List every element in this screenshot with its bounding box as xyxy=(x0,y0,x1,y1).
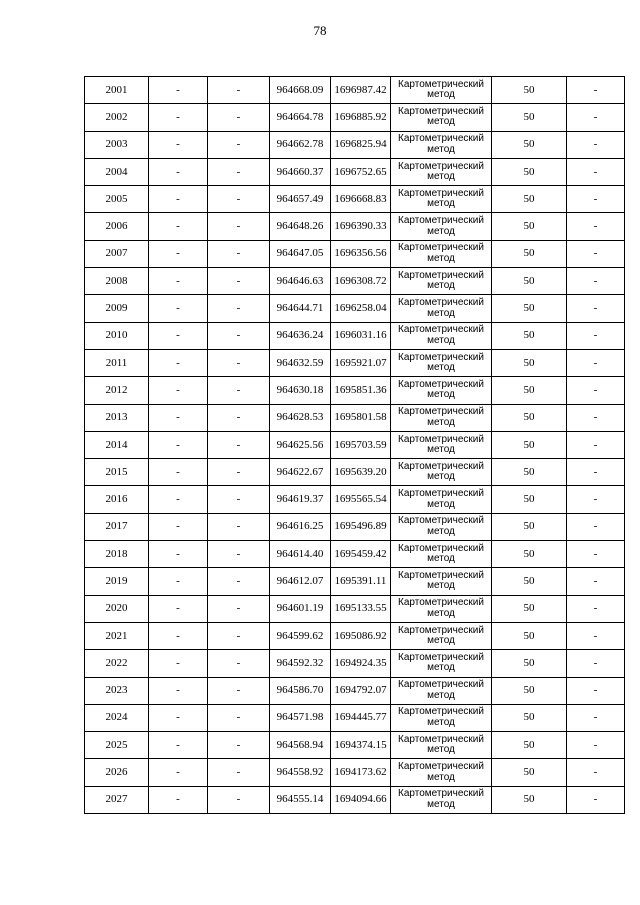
table-row xyxy=(85,77,625,104)
x-coordinate-cell: 964586.70 xyxy=(270,677,331,704)
accuracy-cell: 50 xyxy=(492,568,567,595)
accuracy-cell: 50 xyxy=(492,541,567,568)
empty-x-cell: - xyxy=(149,486,208,513)
y-coordinate-cell: 1694792.07 xyxy=(331,677,391,704)
y-coordinate-cell: 1695703.59 xyxy=(331,431,391,458)
empty-y-cell: - xyxy=(208,77,270,104)
accuracy-cell: 50 xyxy=(492,240,567,267)
empty-y-cell: - xyxy=(208,240,270,267)
empty-y-cell: - xyxy=(208,104,270,131)
y-coordinate-cell: 1695639.20 xyxy=(331,459,391,486)
empty-y-cell: - xyxy=(208,431,270,458)
accuracy-cell: 50 xyxy=(492,322,567,349)
point-number-cell: 2024 xyxy=(85,704,149,731)
empty-x-cell: - xyxy=(149,404,208,431)
x-coordinate-cell: 964660.37 xyxy=(270,158,331,185)
accuracy-cell: 50 xyxy=(492,295,567,322)
x-coordinate-cell: 964612.07 xyxy=(270,568,331,595)
y-coordinate-cell: 1696308.72 xyxy=(331,268,391,295)
method-cell: Картометрический метод xyxy=(391,377,492,404)
empty-y-cell: - xyxy=(208,322,270,349)
empty-x-cell: - xyxy=(149,786,208,813)
empty-x-cell: - xyxy=(149,104,208,131)
method-cell: Картометрический метод xyxy=(391,240,492,267)
method-cell: Картометрический метод xyxy=(391,186,492,213)
empty-x-cell: - xyxy=(149,349,208,376)
method-cell: Картометрический метод xyxy=(391,704,492,731)
empty-x-cell: - xyxy=(149,158,208,185)
empty-y-cell: - xyxy=(208,704,270,731)
accuracy-cell: 50 xyxy=(492,677,567,704)
x-coordinate-cell: 964630.18 xyxy=(270,377,331,404)
table-row xyxy=(85,541,625,568)
y-coordinate-cell: 1695086.92 xyxy=(331,622,391,649)
note-cell: - xyxy=(567,459,625,486)
point-number-cell: 2004 xyxy=(85,158,149,185)
note-cell: - xyxy=(567,732,625,759)
y-coordinate-cell: 1696987.42 xyxy=(331,77,391,104)
point-number-cell: 2023 xyxy=(85,677,149,704)
point-number-cell: 2022 xyxy=(85,650,149,677)
accuracy-cell: 50 xyxy=(492,622,567,649)
empty-x-cell: - xyxy=(149,295,208,322)
empty-x-cell: - xyxy=(149,541,208,568)
note-cell: - xyxy=(567,786,625,813)
note-cell: - xyxy=(567,322,625,349)
note-cell: - xyxy=(567,650,625,677)
y-coordinate-cell: 1696356.56 xyxy=(331,240,391,267)
x-coordinate-cell: 964644.71 xyxy=(270,295,331,322)
y-coordinate-cell: 1696752.65 xyxy=(331,158,391,185)
note-cell: - xyxy=(567,377,625,404)
accuracy-cell: 50 xyxy=(492,186,567,213)
method-cell: Картометрический метод xyxy=(391,158,492,185)
page-number: 78 xyxy=(313,23,327,38)
table-row xyxy=(85,213,625,240)
empty-y-cell: - xyxy=(208,650,270,677)
point-number-cell: 2007 xyxy=(85,240,149,267)
x-coordinate-cell: 964619.37 xyxy=(270,486,331,513)
note-cell: - xyxy=(567,240,625,267)
method-cell: Картометрический метод xyxy=(391,650,492,677)
empty-y-cell: - xyxy=(208,541,270,568)
y-coordinate-cell: 1694445.77 xyxy=(331,704,391,731)
accuracy-cell: 50 xyxy=(492,732,567,759)
empty-y-cell: - xyxy=(208,349,270,376)
empty-y-cell: - xyxy=(208,404,270,431)
method-cell: Картометрический метод xyxy=(391,759,492,786)
point-number-cell: 2003 xyxy=(85,131,149,158)
x-coordinate-cell: 964662.78 xyxy=(270,131,331,158)
accuracy-cell: 50 xyxy=(492,77,567,104)
y-coordinate-cell: 1696390.33 xyxy=(331,213,391,240)
point-number-cell: 2020 xyxy=(85,595,149,622)
note-cell: - xyxy=(567,541,625,568)
empty-x-cell: - xyxy=(149,595,208,622)
y-coordinate-cell: 1695801.58 xyxy=(331,404,391,431)
x-coordinate-cell: 964614.40 xyxy=(270,541,331,568)
empty-x-cell: - xyxy=(149,677,208,704)
method-cell: Картометрический метод xyxy=(391,568,492,595)
table-row xyxy=(85,295,625,322)
empty-x-cell: - xyxy=(149,622,208,649)
empty-y-cell: - xyxy=(208,786,270,813)
point-number-cell: 2021 xyxy=(85,622,149,649)
method-cell: Картометрический метод xyxy=(391,486,492,513)
point-number-cell: 2016 xyxy=(85,486,149,513)
y-coordinate-cell: 1695565.54 xyxy=(331,486,391,513)
accuracy-cell: 50 xyxy=(492,786,567,813)
method-cell: Картометрический метод xyxy=(391,622,492,649)
point-number-cell: 2008 xyxy=(85,268,149,295)
x-coordinate-cell: 964622.67 xyxy=(270,459,331,486)
note-cell: - xyxy=(567,513,625,540)
method-cell: Картометрический метод xyxy=(391,268,492,295)
point-number-cell: 2025 xyxy=(85,732,149,759)
empty-y-cell: - xyxy=(208,486,270,513)
accuracy-cell: 50 xyxy=(492,513,567,540)
y-coordinate-cell: 1696258.04 xyxy=(331,295,391,322)
point-number-cell: 2011 xyxy=(85,349,149,376)
table-row xyxy=(85,349,625,376)
x-coordinate-cell: 964625.56 xyxy=(270,431,331,458)
empty-y-cell: - xyxy=(208,732,270,759)
method-cell: Картометрический метод xyxy=(391,77,492,104)
note-cell: - xyxy=(567,677,625,704)
table-row xyxy=(85,622,625,649)
method-cell: Картометрический метод xyxy=(391,131,492,158)
accuracy-cell: 50 xyxy=(492,486,567,513)
x-coordinate-cell: 964647.05 xyxy=(270,240,331,267)
method-cell: Картометрический метод xyxy=(391,104,492,131)
point-number-cell: 2002 xyxy=(85,104,149,131)
empty-x-cell: - xyxy=(149,77,208,104)
empty-x-cell: - xyxy=(149,732,208,759)
y-coordinate-cell: 1696031.16 xyxy=(331,322,391,349)
note-cell: - xyxy=(567,595,625,622)
empty-y-cell: - xyxy=(208,377,270,404)
y-coordinate-cell: 1696668.83 xyxy=(331,186,391,213)
x-coordinate-cell: 964616.25 xyxy=(270,513,331,540)
method-cell: Картометрический метод xyxy=(391,677,492,704)
table-row xyxy=(85,704,625,731)
y-coordinate-cell: 1694374.15 xyxy=(331,732,391,759)
method-cell: Картометрический метод xyxy=(391,513,492,540)
table-row xyxy=(85,486,625,513)
x-coordinate-cell: 964628.53 xyxy=(270,404,331,431)
empty-x-cell: - xyxy=(149,131,208,158)
method-cell: Картометрический метод xyxy=(391,295,492,322)
y-coordinate-cell: 1695133.55 xyxy=(331,595,391,622)
empty-x-cell: - xyxy=(149,213,208,240)
empty-y-cell: - xyxy=(208,622,270,649)
empty-y-cell: - xyxy=(208,186,270,213)
x-coordinate-cell: 964632.59 xyxy=(270,349,331,376)
table-row xyxy=(85,104,625,131)
point-number-cell: 2018 xyxy=(85,541,149,568)
x-coordinate-cell: 964601.19 xyxy=(270,595,331,622)
note-cell: - xyxy=(567,486,625,513)
point-number-cell: 2005 xyxy=(85,186,149,213)
method-cell: Картометрический метод xyxy=(391,349,492,376)
x-coordinate-cell: 964558.92 xyxy=(270,759,331,786)
table-row xyxy=(85,677,625,704)
table-body xyxy=(85,77,625,814)
empty-y-cell: - xyxy=(208,158,270,185)
accuracy-cell: 50 xyxy=(492,131,567,158)
table-row xyxy=(85,186,625,213)
x-coordinate-cell: 964636.24 xyxy=(270,322,331,349)
empty-x-cell: - xyxy=(149,759,208,786)
y-coordinate-cell: 1696825.94 xyxy=(331,131,391,158)
accuracy-cell: 50 xyxy=(492,104,567,131)
empty-x-cell: - xyxy=(149,377,208,404)
point-number-cell: 2010 xyxy=(85,322,149,349)
table-row xyxy=(85,404,625,431)
y-coordinate-cell: 1694173.62 xyxy=(331,759,391,786)
method-cell: Картометрический метод xyxy=(391,322,492,349)
table-row xyxy=(85,322,625,349)
table-row xyxy=(85,131,625,158)
point-number-cell: 2009 xyxy=(85,295,149,322)
note-cell: - xyxy=(567,158,625,185)
empty-y-cell: - xyxy=(208,595,270,622)
empty-x-cell: - xyxy=(149,513,208,540)
x-coordinate-cell: 964592.32 xyxy=(270,650,331,677)
accuracy-cell: 50 xyxy=(492,349,567,376)
point-number-cell: 2006 xyxy=(85,213,149,240)
method-cell: Картометрический метод xyxy=(391,404,492,431)
y-coordinate-cell: 1694094.66 xyxy=(331,786,391,813)
accuracy-cell: 50 xyxy=(492,213,567,240)
point-number-cell: 2013 xyxy=(85,404,149,431)
accuracy-cell: 50 xyxy=(492,704,567,731)
x-coordinate-cell: 964599.62 xyxy=(270,622,331,649)
method-cell: Картометрический метод xyxy=(391,213,492,240)
table-row xyxy=(85,377,625,404)
empty-y-cell: - xyxy=(208,677,270,704)
empty-y-cell: - xyxy=(208,513,270,540)
x-coordinate-cell: 964668.09 xyxy=(270,77,331,104)
method-cell: Картометрический метод xyxy=(391,541,492,568)
point-number-cell: 2017 xyxy=(85,513,149,540)
empty-x-cell: - xyxy=(149,568,208,595)
y-coordinate-cell: 1695851.36 xyxy=(331,377,391,404)
x-coordinate-cell: 964571.98 xyxy=(270,704,331,731)
accuracy-cell: 50 xyxy=(492,431,567,458)
note-cell: - xyxy=(567,622,625,649)
empty-x-cell: - xyxy=(149,322,208,349)
empty-y-cell: - xyxy=(208,268,270,295)
empty-y-cell: - xyxy=(208,295,270,322)
accuracy-cell: 50 xyxy=(492,158,567,185)
method-cell: Картометрический метод xyxy=(391,431,492,458)
accuracy-cell: 50 xyxy=(492,759,567,786)
y-coordinate-cell: 1695921.07 xyxy=(331,349,391,376)
empty-y-cell: - xyxy=(208,759,270,786)
method-cell: Картометрический метод xyxy=(391,459,492,486)
table-row xyxy=(85,759,625,786)
x-coordinate-cell: 964568.94 xyxy=(270,732,331,759)
point-number-cell: 2015 xyxy=(85,459,149,486)
empty-y-cell: - xyxy=(208,568,270,595)
method-cell: Картометрический метод xyxy=(391,786,492,813)
note-cell: - xyxy=(567,77,625,104)
table-row xyxy=(85,431,625,458)
accuracy-cell: 50 xyxy=(492,595,567,622)
table-row xyxy=(85,158,625,185)
point-number-cell: 2012 xyxy=(85,377,149,404)
accuracy-cell: 50 xyxy=(492,459,567,486)
point-number-cell: 2027 xyxy=(85,786,149,813)
note-cell: - xyxy=(567,268,625,295)
point-number-cell: 2014 xyxy=(85,431,149,458)
table-row xyxy=(85,595,625,622)
empty-x-cell: - xyxy=(149,704,208,731)
table-row xyxy=(85,650,625,677)
accuracy-cell: 50 xyxy=(492,377,567,404)
x-coordinate-cell: 964657.49 xyxy=(270,186,331,213)
accuracy-cell: 50 xyxy=(492,268,567,295)
note-cell: - xyxy=(567,568,625,595)
x-coordinate-cell: 964555.14 xyxy=(270,786,331,813)
empty-x-cell: - xyxy=(149,240,208,267)
table-row xyxy=(85,786,625,813)
note-cell: - xyxy=(567,759,625,786)
coordinates-table xyxy=(84,76,625,814)
table-row xyxy=(85,732,625,759)
point-number-cell: 2019 xyxy=(85,568,149,595)
empty-x-cell: - xyxy=(149,268,208,295)
x-coordinate-cell: 964664.78 xyxy=(270,104,331,131)
empty-x-cell: - xyxy=(149,431,208,458)
y-coordinate-cell: 1696885.92 xyxy=(331,104,391,131)
note-cell: - xyxy=(567,431,625,458)
x-coordinate-cell: 964646.63 xyxy=(270,268,331,295)
y-coordinate-cell: 1695459.42 xyxy=(331,541,391,568)
method-cell: Картометрический метод xyxy=(391,595,492,622)
note-cell: - xyxy=(567,131,625,158)
empty-x-cell: - xyxy=(149,186,208,213)
accuracy-cell: 50 xyxy=(492,650,567,677)
accuracy-cell: 50 xyxy=(492,404,567,431)
point-number-cell: 2001 xyxy=(85,77,149,104)
empty-x-cell: - xyxy=(149,650,208,677)
empty-x-cell: - xyxy=(149,459,208,486)
table-row xyxy=(85,459,625,486)
note-cell: - xyxy=(567,213,625,240)
empty-y-cell: - xyxy=(208,213,270,240)
y-coordinate-cell: 1695496.89 xyxy=(331,513,391,540)
table-row xyxy=(85,268,625,295)
note-cell: - xyxy=(567,295,625,322)
y-coordinate-cell: 1695391.11 xyxy=(331,568,391,595)
x-coordinate-cell: 964648.26 xyxy=(270,213,331,240)
y-coordinate-cell: 1694924.35 xyxy=(331,650,391,677)
note-cell: - xyxy=(567,704,625,731)
method-cell: Картометрический метод xyxy=(391,732,492,759)
table-row xyxy=(85,568,625,595)
empty-y-cell: - xyxy=(208,131,270,158)
note-cell: - xyxy=(567,349,625,376)
table-row xyxy=(85,513,625,540)
note-cell: - xyxy=(567,104,625,131)
point-number-cell: 2026 xyxy=(85,759,149,786)
empty-y-cell: - xyxy=(208,459,270,486)
table-row xyxy=(85,240,625,267)
note-cell: - xyxy=(567,404,625,431)
note-cell: - xyxy=(567,186,625,213)
